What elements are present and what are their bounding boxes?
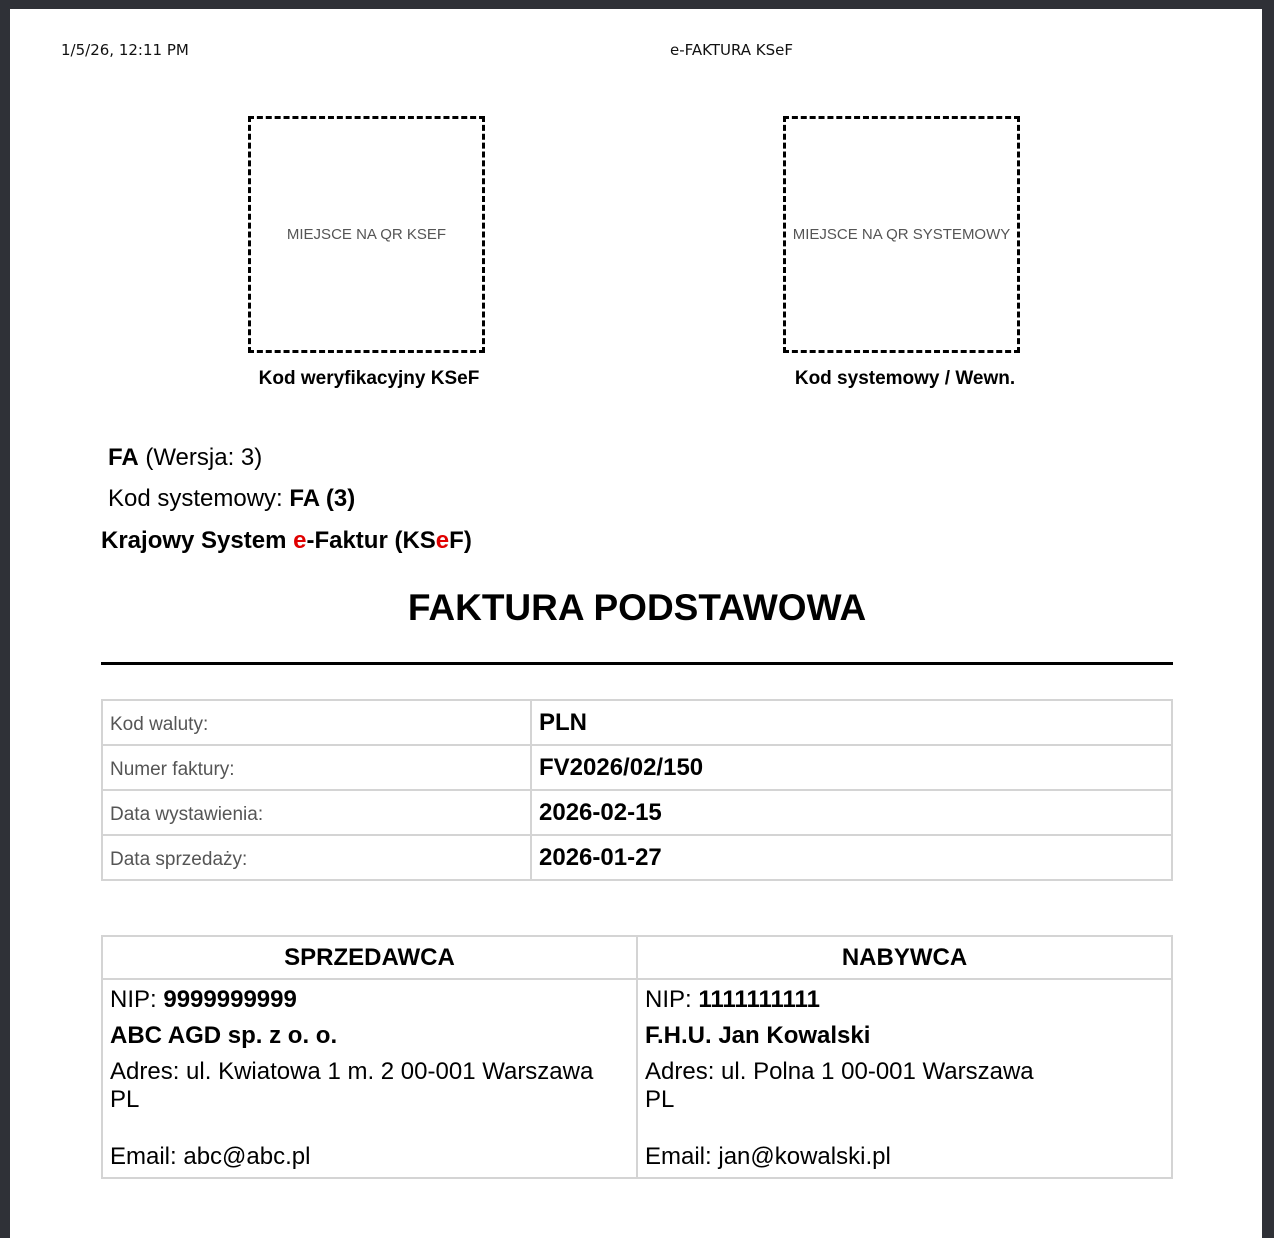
buyer-country: PL xyxy=(645,1086,675,1113)
seller-header: SPRZEDAWCA xyxy=(102,936,637,979)
seller-email: abc@abc.pl xyxy=(183,1143,311,1170)
buyer-header: NABYWCA xyxy=(637,936,1172,979)
currency-label: Kod waluty: xyxy=(102,700,531,745)
qr-ksef-placeholder-text: MIEJSCE NA QR KSEF xyxy=(286,226,447,243)
seller-nip: 9999999999 xyxy=(163,986,297,1013)
ksef-text-2: -Faktur (KS xyxy=(306,527,436,554)
invoice-number-label: Numer faktury: xyxy=(102,745,531,790)
buyer-details xyxy=(637,979,1172,1178)
seller-nip-label: NIP: xyxy=(110,986,157,1013)
buyer-nip-line xyxy=(645,986,1164,1014)
form-version-line xyxy=(108,444,262,472)
invoice-title: FAKTURA PODSTAWOWA xyxy=(407,587,867,628)
table-row xyxy=(102,835,1172,880)
buyer-address-line xyxy=(645,1058,1164,1086)
system-code-value: FA (3) xyxy=(289,485,356,512)
seller-address-line xyxy=(110,1058,629,1086)
ksef-e-2: e xyxy=(435,527,450,554)
ksef-text-1: Krajowy System xyxy=(101,527,294,554)
seller-address: ul. Kwiatowa 1 m. 2 00-001 Warszawa xyxy=(186,1058,594,1085)
buyer-name: F.H.U. Jan Kowalski xyxy=(645,1022,871,1049)
system-code-label: Kod systemowy: xyxy=(108,485,283,512)
invoice-info-table xyxy=(101,699,1173,881)
buyer-email: jan@kowalski.pl xyxy=(718,1143,891,1170)
seller-email-label: Email: xyxy=(110,1143,177,1170)
sale-date-value: 2026-01-27 xyxy=(531,835,1172,880)
currency-value: PLN xyxy=(531,700,1172,745)
issue-date-label: Data wystawienia: xyxy=(102,790,531,835)
invoice-number-value: FV2026/02/150 xyxy=(531,745,1172,790)
seller-email-line xyxy=(110,1143,629,1171)
qr-ksef-placeholder xyxy=(248,116,485,353)
title-divider xyxy=(101,662,1173,665)
table-row xyxy=(102,790,1172,835)
print-datetime: 1/5/26, 12:11 PM xyxy=(61,41,189,59)
ksef-e-1: e xyxy=(293,527,307,554)
parties-table xyxy=(101,935,1173,1179)
buyer-nip: 1111111111 xyxy=(698,986,820,1013)
invoice-page xyxy=(10,9,1262,1238)
form-code: FA xyxy=(108,444,139,471)
seller-address-label: Adres: xyxy=(110,1058,180,1085)
seller-details xyxy=(102,979,637,1178)
system-code-line xyxy=(108,485,355,513)
buyer-email-line xyxy=(645,1143,1164,1171)
seller-country: PL xyxy=(110,1086,140,1113)
parties-header-row xyxy=(102,936,1172,979)
print-title: e-FAKTURA KSeF xyxy=(670,41,794,59)
table-row xyxy=(102,700,1172,745)
ksef-text-3: F) xyxy=(449,527,472,554)
seller-nip-line xyxy=(110,986,629,1014)
issue-date-value: 2026-02-15 xyxy=(531,790,1172,835)
qr-system-placeholder-text: MIEJSCE NA QR SYSTEMOWY xyxy=(792,226,1011,243)
form-version: (Wersja: 3) xyxy=(145,444,263,471)
buyer-address: ul. Polna 1 00-001 Warszawa xyxy=(721,1058,1034,1085)
qr-system-caption: Kod systemowy / Wewn. xyxy=(794,368,1016,389)
buyer-address-label: Adres: xyxy=(645,1058,715,1085)
table-row xyxy=(102,745,1172,790)
sale-date-label: Data sprzedaży: xyxy=(102,835,531,880)
seller-name: ABC AGD sp. z o. o. xyxy=(110,1022,338,1049)
buyer-nip-label: NIP: xyxy=(645,986,692,1013)
qr-ksef-caption: Kod weryfikacyjny KSeF xyxy=(258,368,480,389)
parties-details-row xyxy=(102,979,1172,1178)
ksef-system-line xyxy=(101,527,472,555)
buyer-email-label: Email: xyxy=(645,1143,712,1170)
qr-system-placeholder xyxy=(783,116,1020,353)
